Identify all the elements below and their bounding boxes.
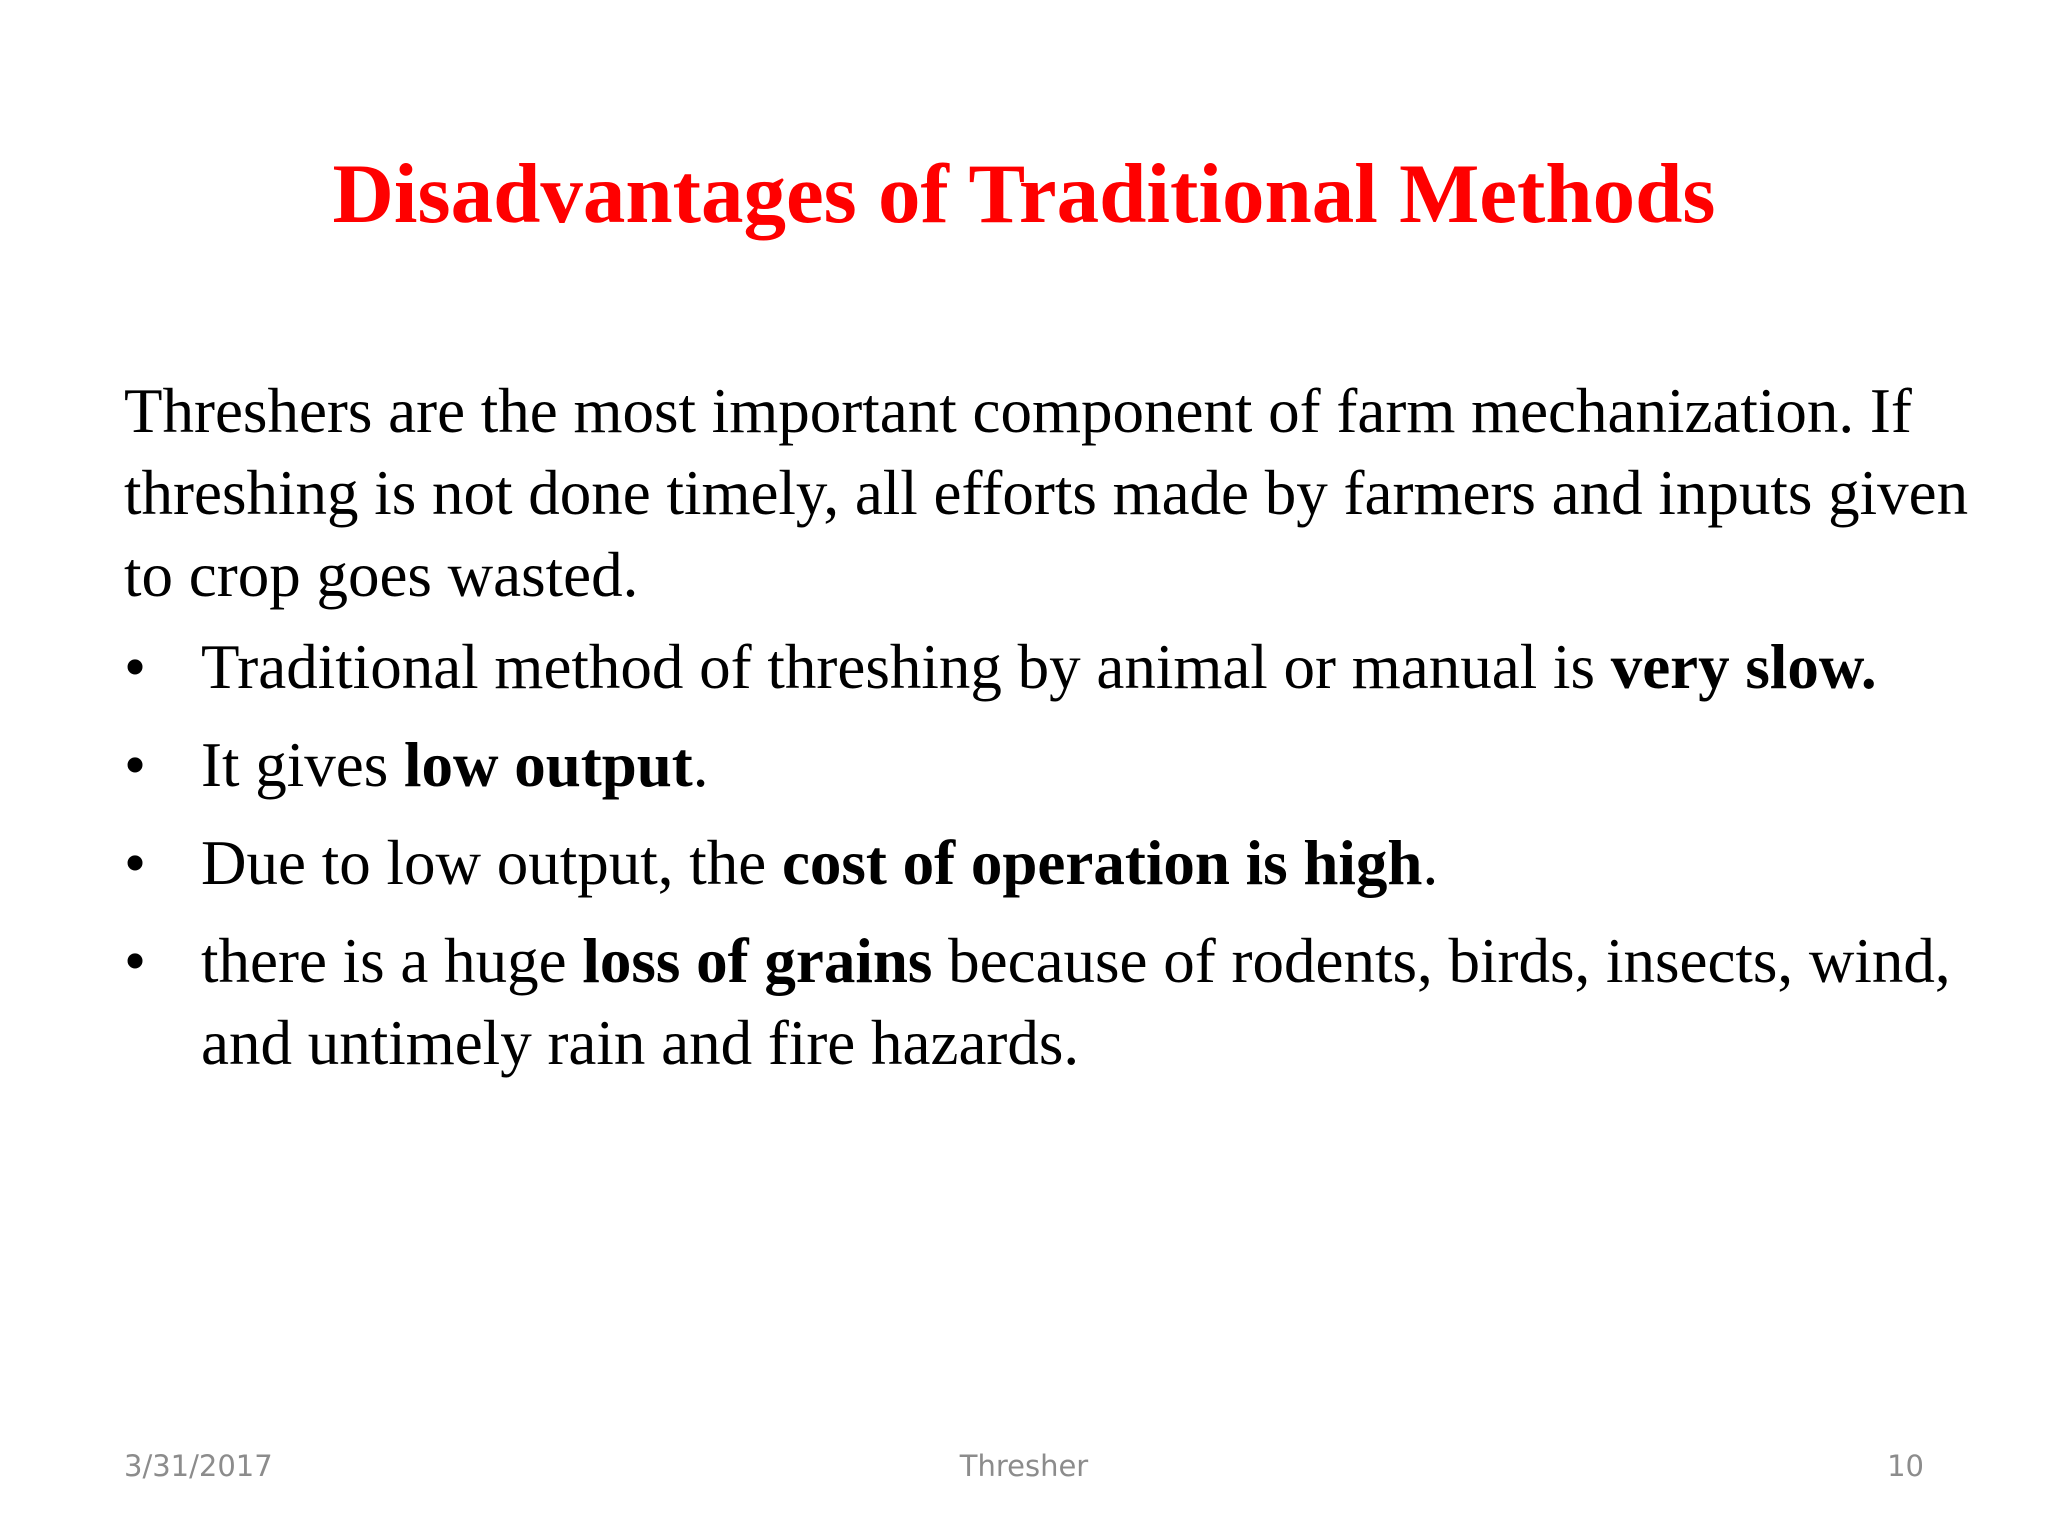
bullet-text-end: . [1422,828,1439,898]
bullet-icon: • [124,828,147,898]
bullet-item-grain-loss [124,920,2004,1084]
bullet-text-end: . [692,730,709,800]
bullet-icon: • [124,632,147,702]
bullet-text-end: because of rodents, birds, insects, wind, and untimely rain and fire hazards. [201,926,1951,1078]
bullet-emphasis: cost of operation is high [781,828,1423,898]
bullet-emphasis: loss of grains [582,926,933,996]
slide-body [124,370,2004,1100]
bullet-emphasis: very slow. [1610,632,1877,702]
bullet-item-very-slow [124,626,2004,708]
bullet-item-cost-high [124,822,2004,904]
slide-title: Disadvantages of Traditional Methods [332,147,1716,241]
slide-number: 10 [1887,1449,1924,1483]
bullet-list [124,626,2004,1084]
bullet-icon: • [124,730,147,800]
bullet-text: there is a huge [201,926,583,996]
footer-title: Thresher [959,1449,1089,1483]
footer-date: 3/31/2017 [124,1449,273,1483]
intro-paragraph: Threshers are the most important component of farm mechanization. If threshing is not done timely, all efforts made by farmers and inputs given to crop goes wasted. [124,376,1969,610]
bullet-text: Traditional method of threshing by animal or manual is [201,632,1611,702]
bullet-icon: • [124,926,147,996]
bullet-item-low-output [124,724,2004,806]
bullet-text: Due to low output, the [201,828,782,898]
bullet-emphasis: low output [403,730,693,800]
bullet-text: It gives [201,730,404,800]
